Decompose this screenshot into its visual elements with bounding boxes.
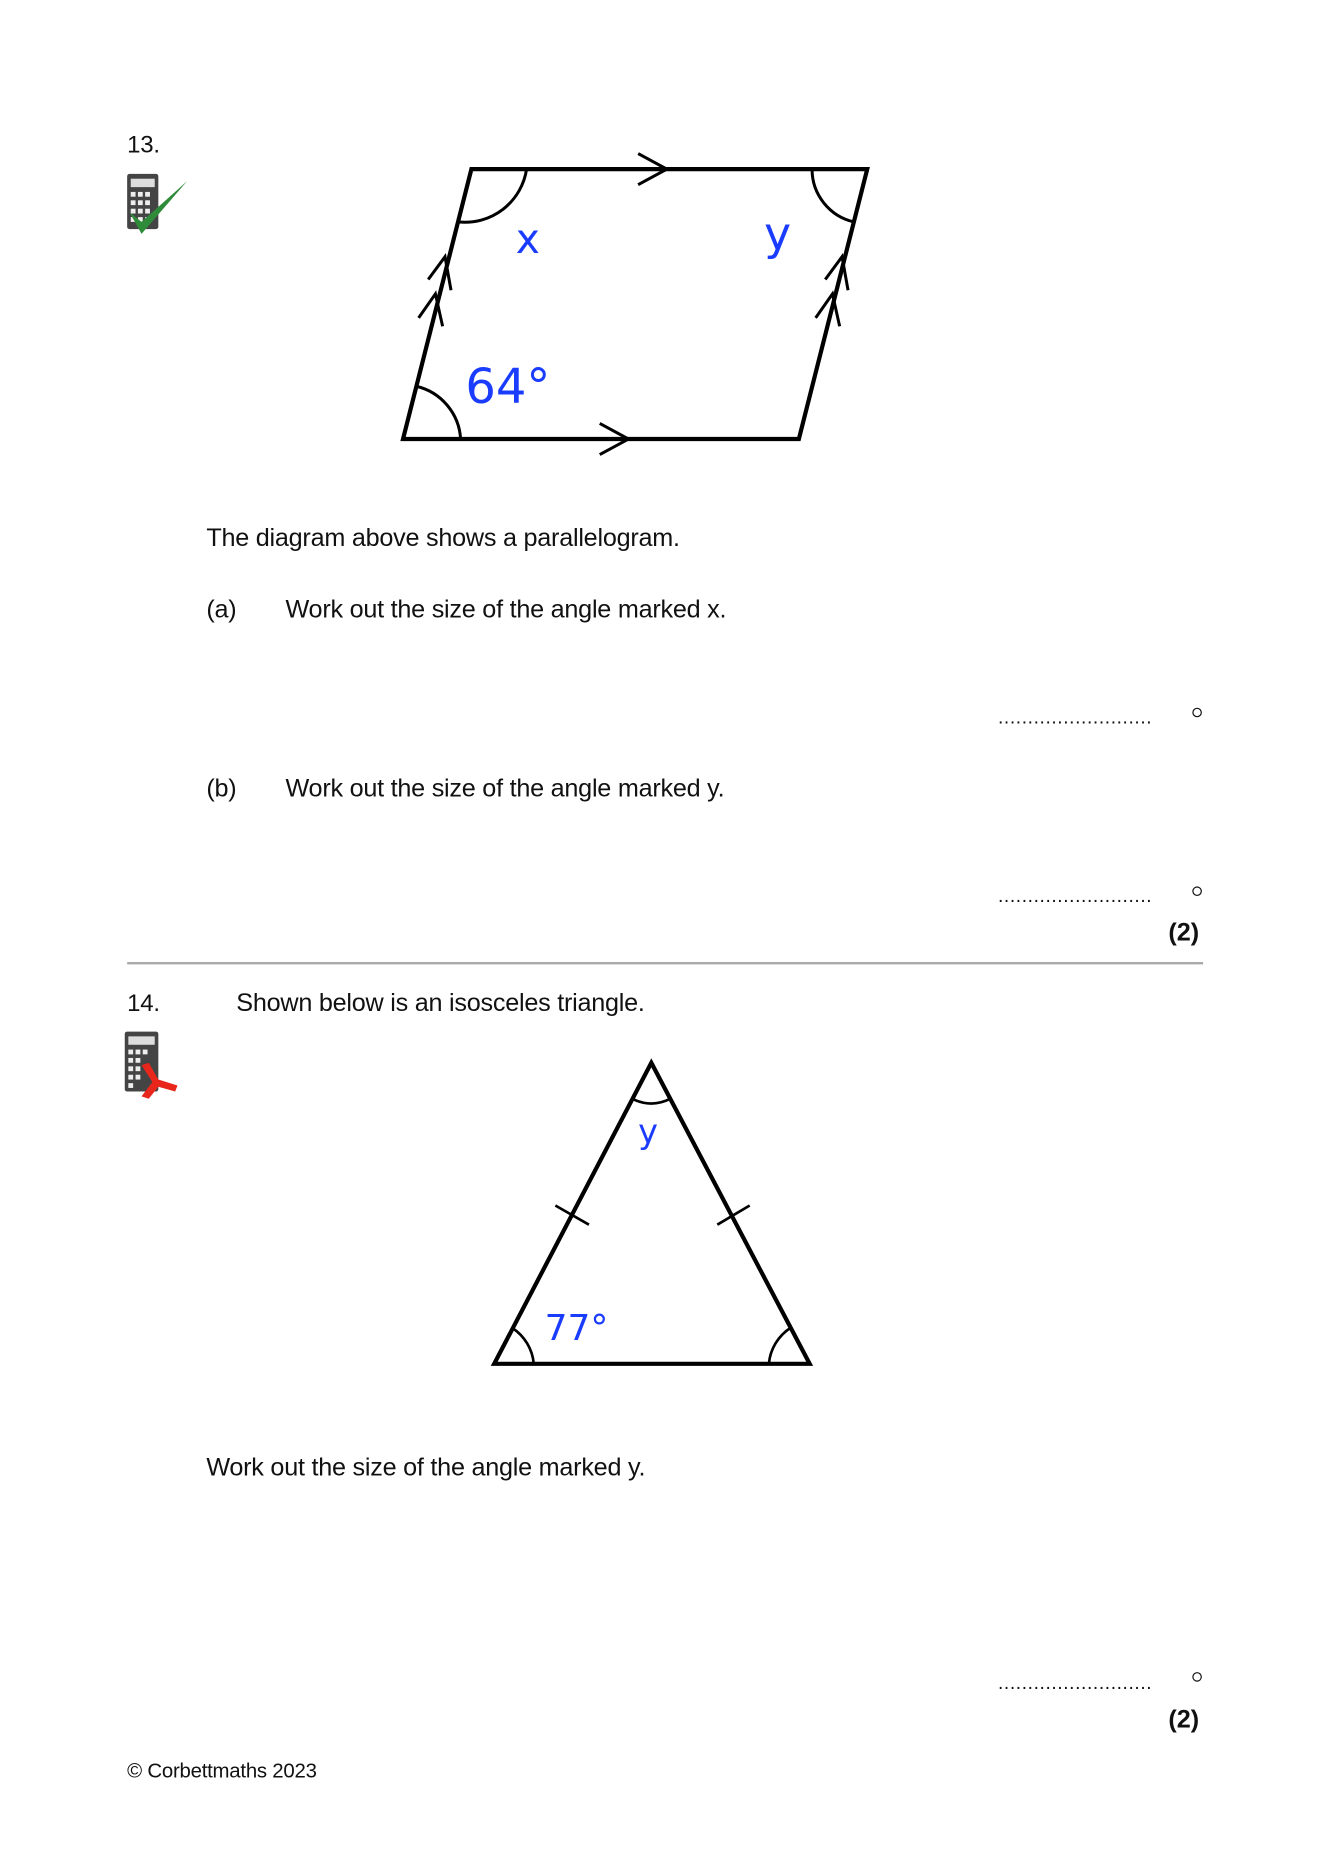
question-number-13: 13. (127, 131, 160, 159)
degree-symbol (1192, 708, 1202, 718)
angle-label-x: x (515, 215, 540, 264)
angle-label-64: 64° (465, 359, 551, 416)
calculator-not-allowed-icon (122, 1029, 194, 1101)
q14-intro: Shown below is an isosceles triangle. (236, 989, 645, 1018)
q14-answer-line[interactable]: .......................... (997, 1673, 1153, 1694)
footer-copyright: © Corbettmaths 2023 (127, 1759, 317, 1783)
q13b-label: (b) (206, 774, 237, 803)
q13b-answer-line[interactable]: .......................... (997, 886, 1153, 907)
q13-intro: The diagram above shows a parallelogram. (206, 524, 680, 552)
q13a-answer-line[interactable]: .......................... (997, 707, 1153, 729)
question-number-14: 14. (127, 990, 160, 1018)
angle-label-y: y (764, 207, 792, 261)
q14-question: Work out the size of the angle marked y. (206, 1453, 646, 1482)
divider (127, 962, 1203, 964)
isosceles-triangle-diagram (494, 1063, 809, 1364)
degree-symbol (1192, 886, 1202, 896)
degree-symbol (1192, 1672, 1202, 1682)
triangle-angle-label-y: y (638, 1112, 659, 1152)
q13-marks: (2) (1168, 918, 1200, 947)
q13b-text: Work out the size of the angle marked y. (285, 774, 725, 803)
q14-marks: (2) (1168, 1705, 1200, 1734)
q13a-text: Work out the size of the angle marked x. (285, 596, 727, 624)
triangle-angle-label-77: 77° (544, 1307, 609, 1349)
q13a-label: (a) (206, 596, 237, 624)
